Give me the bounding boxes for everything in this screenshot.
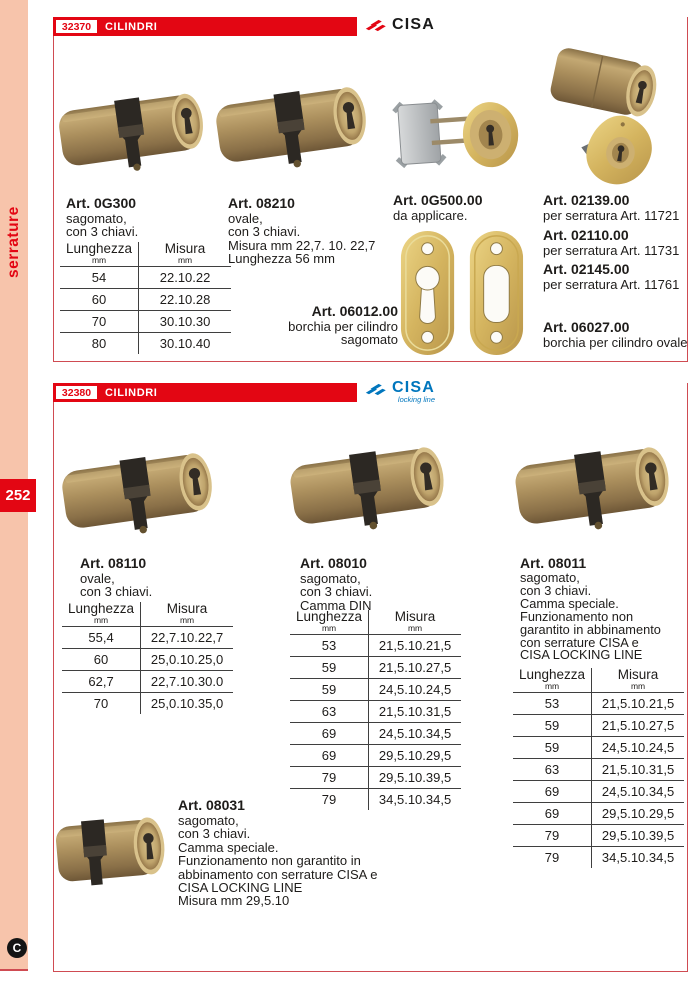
table-row: [62, 627, 233, 649]
spec-table-0g300: [60, 242, 231, 354]
table-cell: 69: [513, 781, 592, 803]
product-desc-line: con 3 chiavi.: [80, 584, 153, 600]
cisa-brand-logo: [365, 16, 435, 33]
table-cell: 59: [290, 679, 369, 701]
product-text-06012: [240, 302, 398, 347]
table-column-header: Lunghezza mm: [513, 668, 592, 693]
table-cell: 79: [290, 767, 369, 789]
product-photo-08210-cylinder: [212, 64, 370, 188]
product-desc-line: Funzionamento non garantito in: [178, 853, 361, 869]
table-column-header: Lunghezza mm: [62, 602, 141, 627]
product-desc-line: Camma speciale.: [520, 595, 619, 611]
product-photo-08011-cylinder: [508, 428, 676, 546]
product-desc-line: sagomato,: [520, 570, 580, 585]
product-desc-line: CISA LOCKING LINE: [520, 647, 643, 663]
table-column-header: Lunghezza mm: [60, 242, 139, 267]
cisa-brand-text: CISA: [392, 16, 436, 33]
publisher-logo: C: [7, 938, 27, 958]
table-cell: 21,5.10.31,5: [592, 759, 685, 781]
product-desc-line: CISA LOCKING LINE: [178, 880, 303, 896]
product-photo-0g500-rim-cylinder: [388, 76, 526, 194]
table-cell: 24,5.10.24,5: [369, 679, 462, 701]
product-desc-line: sagomato,: [178, 813, 239, 828]
article-number: Art. 06012.00: [311, 303, 398, 319]
table-row: [290, 745, 461, 767]
product-desc-line: borchia per cilindro: [288, 319, 398, 334]
product-desc-line: borchia per cilindro ovale: [543, 335, 688, 350]
table-cell: 29,5.10.39,5: [369, 767, 462, 789]
table-cell: 25,0.10.35,0: [141, 693, 234, 715]
table-cell: 30.10.40: [139, 333, 232, 355]
table-cell: 24,5.10.34,5: [592, 781, 685, 803]
spec-table-08110: [62, 602, 233, 714]
product-desc-line: sagomato: [340, 332, 398, 348]
product-photo-08031-half-cylinder: [52, 790, 176, 908]
product-desc-line: con serrature CISA e: [520, 634, 639, 650]
table-row: [513, 847, 684, 869]
table-cell: 59: [290, 657, 369, 679]
product-text-02139: [543, 191, 679, 222]
product-text-08010: [300, 554, 372, 612]
table-column-header: Misura mm: [617, 667, 659, 691]
table-row: [60, 289, 231, 311]
table-cell: 29,5.10.39,5: [592, 825, 685, 847]
section-32370-header-bar: [53, 17, 357, 36]
product-desc-line: abbinamento con serrature CISA e: [178, 866, 378, 882]
section-code-chip: 32380: [55, 385, 98, 400]
table-cell: 63: [513, 759, 592, 781]
product-desc-line: da applicare.: [393, 208, 468, 223]
table-row: [62, 671, 233, 693]
article-number: Art. 08110: [80, 555, 147, 571]
table-cell: 54: [60, 267, 139, 289]
table-cell: 29,5.10.29,5: [592, 803, 685, 825]
table-row: [513, 825, 684, 847]
product-desc-line: con 3 chiavi.: [520, 582, 592, 598]
article-number: Art. 0G300: [66, 195, 137, 211]
table-cell: 34,5.10.34,5: [592, 847, 685, 869]
product-desc-line: con 3 chiavi.: [300, 584, 373, 600]
table-cell: 70: [60, 311, 139, 333]
cisa-locking-line-logo: [365, 380, 435, 404]
section-code-chip: 32370: [55, 19, 98, 34]
table-cell: 34,5.10.34,5: [369, 789, 462, 811]
table-row: [60, 267, 231, 289]
product-desc-line: con 3 chiavi.: [228, 224, 301, 240]
product-desc-line: ovale,: [228, 211, 263, 226]
product-desc-line: per serratura Art. 11721: [543, 208, 680, 223]
article-number: Art. 02139.00: [543, 192, 630, 208]
cisa-brand-text: CISA: [392, 379, 436, 396]
page-number-badge: 252: [0, 479, 36, 512]
product-desc-line: Funzionamento non: [520, 608, 634, 624]
table-cell: 21,5.10.21,5: [369, 635, 462, 657]
product-desc-line: con 3 chiavi.: [66, 224, 139, 240]
table-cell: 59: [513, 737, 592, 759]
product-photo-triangular-cylinder: [577, 110, 661, 192]
table-cell: 70: [62, 693, 141, 715]
product-photo-0g300-cylinder: [55, 66, 207, 196]
table-cell: 69: [290, 723, 369, 745]
cisa-diamonds-icon: [365, 18, 389, 33]
table-cell: 21,5.10.27,5: [592, 715, 685, 737]
table-cell: 25,0.10.25,0: [141, 649, 234, 671]
table-cell: 22.10.22: [139, 267, 232, 289]
article-number: Art. 08031: [178, 797, 245, 813]
product-text-08031: [178, 796, 377, 908]
table-cell: 21,5.10.27,5: [369, 657, 462, 679]
table-row: [290, 701, 461, 723]
table-cell: 62,7: [62, 671, 141, 693]
table-cell: 55,4: [62, 627, 141, 649]
product-text-08110: [80, 554, 152, 599]
product-desc-line: ovale,: [80, 571, 115, 586]
product-desc-line: per serratura Art. 11761: [543, 277, 680, 292]
product-text-08011: [520, 554, 661, 662]
table-cell: 22,7.10.30.0: [141, 671, 234, 693]
table-cell: 69: [290, 745, 369, 767]
table-row: [60, 333, 231, 355]
table-row: [290, 723, 461, 745]
product-desc-line: Camma DIN: [300, 597, 372, 613]
table-row: [290, 679, 461, 701]
section-title: CILINDRI: [105, 386, 158, 399]
sidebar-category-label: serrature: [5, 206, 22, 278]
cisa-diamonds-icon: [365, 382, 389, 397]
article-number: Art. 08210: [228, 195, 295, 211]
product-desc-line: Camma speciale.: [178, 839, 279, 855]
table-column-header: Lunghezza mm: [290, 610, 369, 635]
table-row: [62, 693, 233, 715]
product-photo-08010-cylinder: [283, 428, 451, 546]
section-title: CILINDRI: [105, 20, 158, 33]
table-cell: 53: [290, 635, 369, 657]
table-row: [290, 635, 461, 657]
table-row: [513, 759, 684, 781]
product-text-0g500: [393, 191, 483, 222]
table-row: [513, 693, 684, 715]
table-cell: 53: [513, 693, 592, 715]
table-row: [290, 767, 461, 789]
table-row: [513, 715, 684, 737]
article-number: Art. 0G500.00: [393, 192, 483, 208]
table-column-header: Misura mm: [394, 609, 436, 633]
section-32380-header-bar: [53, 383, 357, 402]
table-cell: 24,5.10.24,5: [592, 737, 685, 759]
table-row: [513, 737, 684, 759]
table-cell: 24,5.10.34,5: [369, 723, 462, 745]
product-desc-line: Misura mm 29,5.10: [178, 893, 290, 909]
product-text-02145: [543, 260, 679, 291]
table-cell: 59: [513, 715, 592, 737]
article-number: Art. 08011: [520, 555, 587, 571]
table-row: [513, 803, 684, 825]
article-number: Art. 02145.00: [543, 261, 630, 277]
table-cell: 63: [290, 701, 369, 723]
table-cell: 79: [513, 847, 592, 869]
table-cell: 21,5.10.31,5: [369, 701, 462, 723]
table-column-header: Misura mm: [164, 241, 206, 265]
product-desc-line: sagomato,: [66, 211, 127, 226]
product-desc-line: con 3 chiavi.: [178, 826, 251, 842]
table-cell: 60: [62, 649, 141, 671]
product-text-08210: [228, 194, 375, 266]
table-cell: 21,5.10.21,5: [592, 693, 685, 715]
table-cell: 80: [60, 333, 139, 355]
product-desc-line: garantito in abbinamento: [520, 621, 661, 637]
table-cell: 22,7.10.22,7: [141, 627, 234, 649]
product-text-0g300: [66, 194, 138, 239]
product-desc-line: sagomato,: [300, 571, 361, 586]
table-cell: 30.10.30: [139, 311, 232, 333]
table-row: [60, 311, 231, 333]
table-column-header: Misura mm: [166, 601, 208, 625]
table-cell: 29,5.10.29,5: [369, 745, 462, 767]
spec-table-08010: [290, 610, 461, 810]
product-desc-line: Misura mm 22,7. 10. 22,7: [228, 237, 376, 253]
product-text-02110: [543, 226, 679, 257]
article-number: Art. 08010: [300, 555, 367, 571]
table-cell: 69: [513, 803, 592, 825]
table-cell: 79: [290, 789, 369, 811]
product-photo-08110-cylinder: [58, 432, 216, 552]
spec-table-08011: [513, 668, 684, 868]
product-desc-line: Lunghezza 56 mm: [228, 251, 335, 267]
table-cell: 79: [513, 825, 592, 847]
table-row: [62, 649, 233, 671]
article-number: Art. 02110.00: [543, 227, 629, 243]
table-row: [290, 657, 461, 679]
table-row: [513, 781, 684, 803]
article-number: Art. 06027.00: [543, 319, 630, 335]
locking-line-subtext: locking line: [397, 395, 436, 404]
product-text-06027: [543, 318, 688, 349]
product-photo-escutcheon-plates: [398, 228, 526, 358]
table-cell: 22.10.28: [139, 289, 232, 311]
product-desc-line: per serratura Art. 11731: [543, 243, 680, 258]
table-cell: 60: [60, 289, 139, 311]
